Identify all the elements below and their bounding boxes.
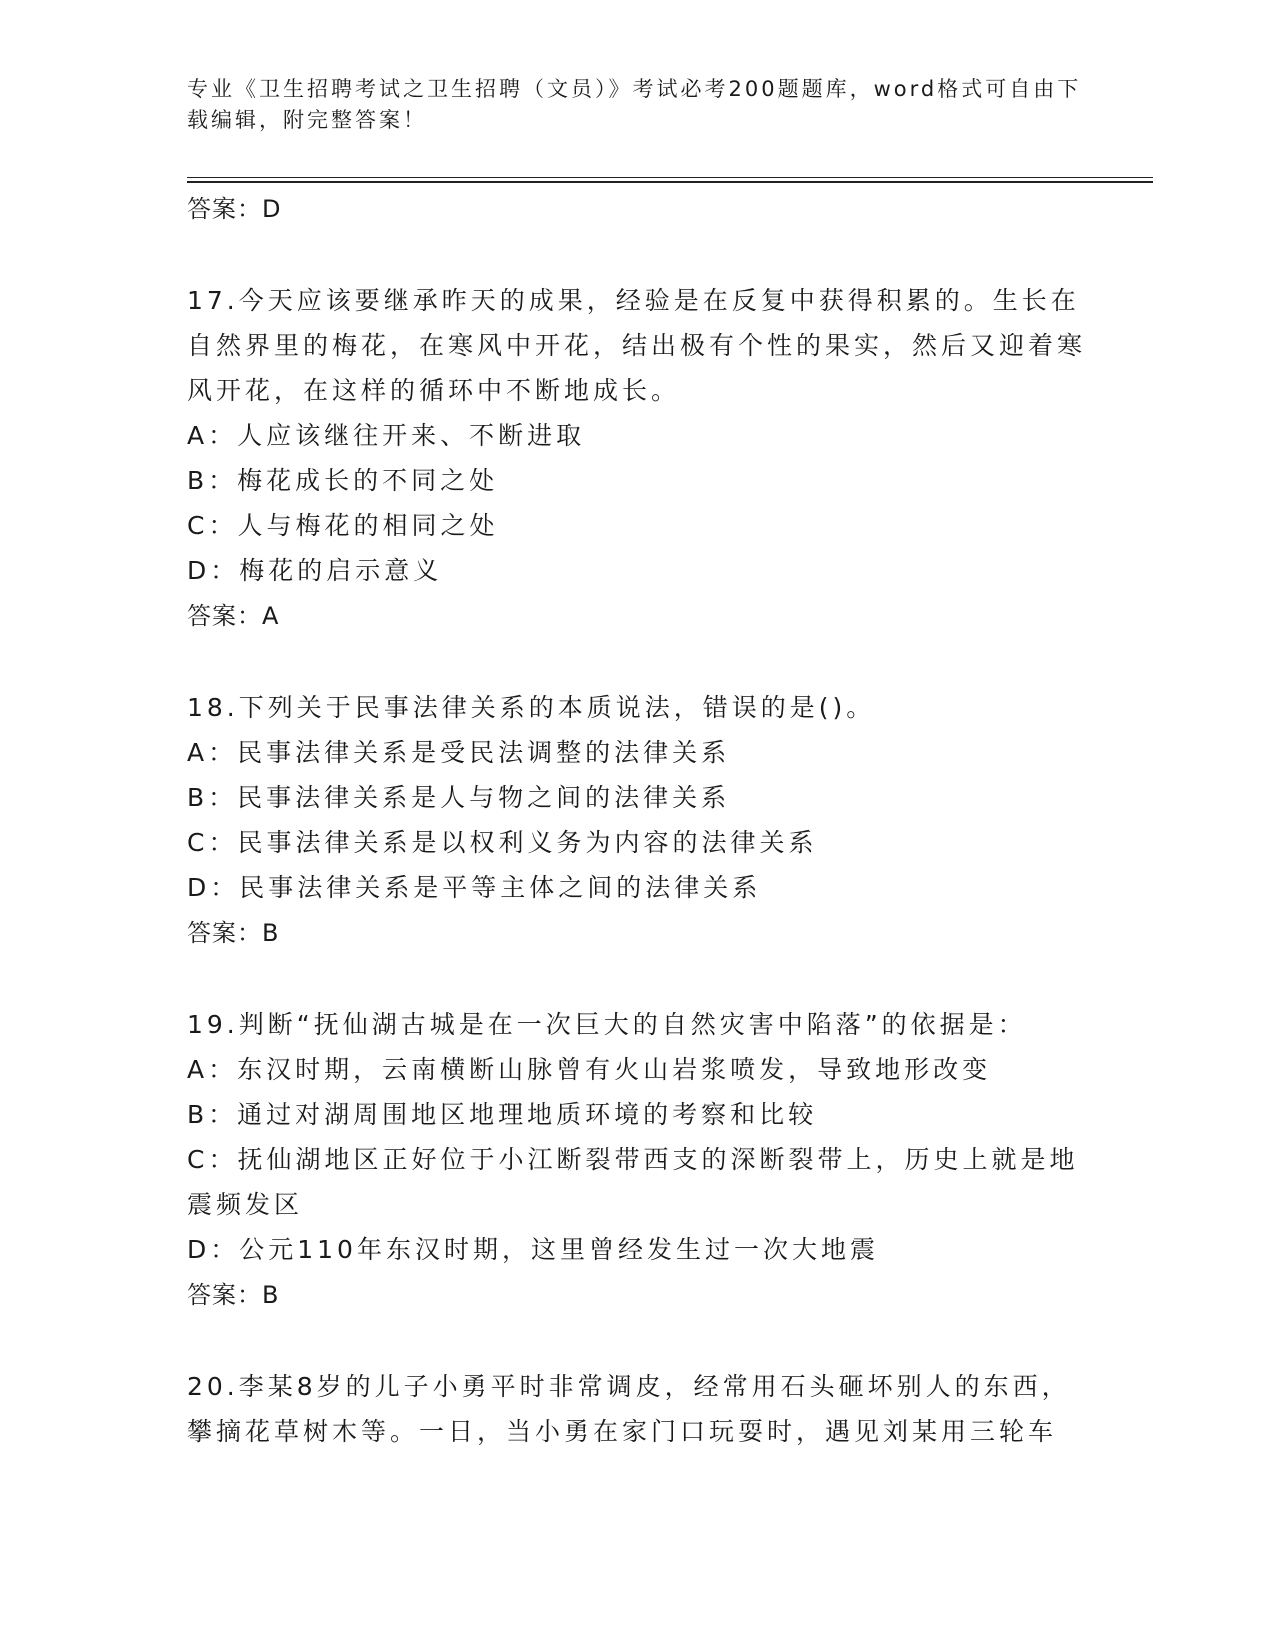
header-rule-thin <box>187 177 1153 178</box>
question-17 <box>187 278 1087 639</box>
question-17-option-a: A：人应该继往开来、不断进取 <box>187 421 586 450</box>
question-18-answer: 答案：B <box>187 919 280 947</box>
question-20-stem: 20.李某8岁的儿子小勇平时非常调皮，经常用石头砸坏别人的东西，攀摘花草树木等。一日，当小勇在家门口玩耍时，遇见刘某用三轮车 <box>187 1372 1071 1446</box>
question-17-stem: 17.今天应该要继承昨天的成果，经验是在反复中获得积累的。生长在自然界里的梅花，在寒风中开花，结出极有个性的果实，然后又迎着寒风开花，在这样的循环中不断地成长。 <box>187 286 1087 405</box>
document-body <box>187 186 1087 1454</box>
question-17-answer: 答案：A <box>187 602 280 630</box>
question-19 <box>187 1002 1087 1318</box>
question-18-stem: 18.下列关于民事法律关系的本质说法，错误的是()。 <box>187 693 876 722</box>
question-19-option-c: C：抚仙湖地区正好位于小江断裂带西支的深断裂带上，历史上就是地震频发区 <box>187 1145 1079 1219</box>
page-header: 专业《卫生招聘考试之卫生招聘（文员）》考试必考200题题库，word格式可自由下载编辑，附完整答案！ <box>187 77 1082 132</box>
question-19-option-d: D：公元110年东汉时期，这里曾经发生过一次大地震 <box>187 1235 879 1264</box>
question-19-stem: 19.判断“抚仙湖古城是在一次巨大的自然灾害中陷落”的依据是： <box>187 1010 1027 1039</box>
question-18-option-b: B：民事法律关系是人与物之间的法律关系 <box>187 783 731 812</box>
question-18-option-c: C：民事法律关系是以权利义务为内容的法律关系 <box>187 828 818 857</box>
question-17-option-d: D：梅花的启示意义 <box>187 556 443 585</box>
question-20 <box>187 1364 1087 1454</box>
question-18 <box>187 685 1087 956</box>
question-19-option-a: A：东汉时期，云南横断山脉曾有火山岩浆喷发，导致地形改变 <box>187 1055 992 1084</box>
question-19-answer: 答案：B <box>187 1281 280 1309</box>
question-17-option-b: B：梅花成长的不同之处 <box>187 466 499 495</box>
question-19-option-b: B：通过对湖周围地区地理地质环境的考察和比较 <box>187 1100 818 1129</box>
question-18-option-d: D：民事法律关系是平等主体之间的法律关系 <box>187 873 762 902</box>
previous-answer: 答案：D <box>187 195 282 223</box>
question-18-option-a: A：民事法律关系是受民法调整的法律关系 <box>187 738 731 767</box>
question-17-option-c: C：人与梅花的相同之处 <box>187 511 499 540</box>
header-rule-thick <box>187 181 1153 183</box>
